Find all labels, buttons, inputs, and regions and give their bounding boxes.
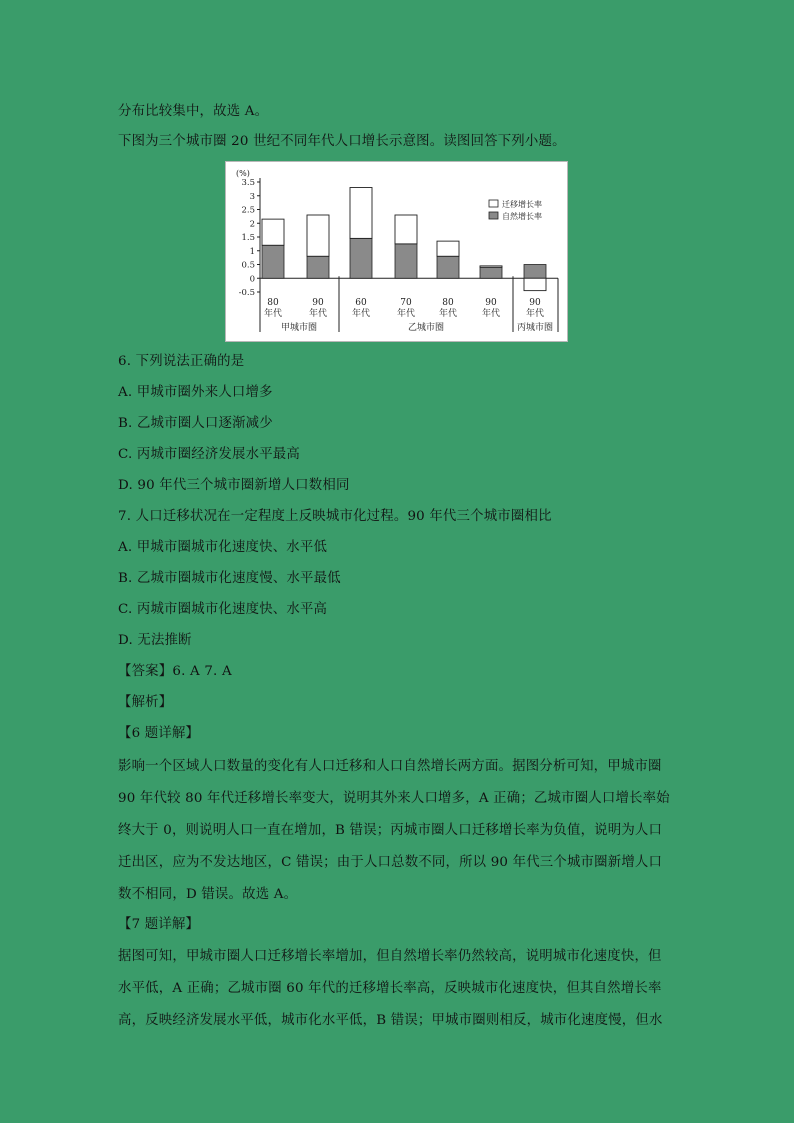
x-tick-label: 年代 [525,309,545,319]
paragraph-line: 迁出区，应为不发达地区，C 错误；由于人口总数不同，所以 90 年代三个城市圈新增人口 [118,855,663,870]
text-line: 分布比较集中，故选 A。 [118,104,269,119]
group-label: 乙城市圈 [407,323,445,333]
y-tick-label: 0.5 [241,260,255,271]
bar-migration [307,215,329,256]
paragraph-line: 终大于 0，则说明人口一直在增加，B 错误；丙城市圈人口迁移增长率为负值，说明为人口 [118,823,663,838]
paragraph-line: 影响一个区域人口数量的变化有人口迁移和人口自然增长两方面。据图分析可知，甲城市圈 [118,759,662,774]
group-label: 甲城市圈 [280,323,318,333]
population-growth-chart [225,161,568,342]
bar-migration [480,266,502,267]
bar-migration [395,215,417,244]
option-6d: D. 90 年代三个城市圈新增人口数相同 [118,478,350,493]
bar-natural [395,244,417,278]
y-axis-label: (%) [236,169,250,178]
x-tick-label: 80 [267,298,279,308]
y-tick-label: 3 [249,191,255,202]
legend-swatch-migration [489,200,498,207]
paragraph-line: 90 年代较 80 年代迁移增长率变大，说明其外来人口增多，A 正确；乙城市圈人口增长率始 [118,791,670,806]
option-6a: A. 甲城市圈外来人口增多 [118,385,273,400]
bar-natural [350,238,372,278]
option-6c: C. 丙城市圈经济发展水平最高 [118,447,300,462]
y-tick-label: 3.5 [241,178,255,188]
x-tick-label: 60 [355,298,367,308]
detail-6-heading: 【6 题详解】 [118,726,200,741]
bar-natural [524,265,546,279]
option-7b: B. 乙城市圈城市化速度慢、水平最低 [118,571,341,586]
option-7d: D. 无法推断 [118,633,192,648]
y-tick-label: 1 [249,246,255,257]
text-line: 下图为三个城市圈 20 世纪不同年代人口增长示意图。读图回答下列小题。 [118,134,566,149]
bar-natural [262,245,284,278]
y-tick-label: -0.5 [238,288,255,298]
y-tick-label: 0 [249,274,255,285]
bar-migration [262,219,284,245]
bar-natural [480,267,502,278]
bar-migration [524,278,546,290]
x-tick-label: 年代 [396,309,416,319]
x-tick-label: 90 [485,298,497,308]
x-tick-label: 80 [442,298,454,308]
paragraph-line: 数不相同，D 错误。故选 A。 [118,887,298,902]
paragraph-line: 据图可知，甲城市圈人口迁移增长率增加，但自然增长率仍然较高，说明城市化速度快，但 [118,949,662,964]
group-label: 丙城市圈 [516,323,554,333]
paragraph-line: 高，反映经济发展水平低，城市化水平低，B 错误；甲城市圈则相反，城市化速度慢，但水 [118,1013,663,1028]
legend-label-natural: 自然增长率 [502,212,542,221]
legend-swatch-natural [489,212,498,219]
bar-migration [437,241,459,256]
detail-7-heading: 【7 题详解】 [118,917,200,932]
paragraph-line: 水平低，A 正确；乙城市圈 60 年代的迁移增长率高，反映城市化速度快，但其自然增长率 [118,981,662,996]
x-tick-label: 年代 [263,309,283,319]
option-6b: B. 乙城市圈人口逐渐减少 [118,416,273,431]
bar-natural [307,256,329,278]
bar-migration [350,188,372,239]
y-tick-label: 1.5 [241,233,255,243]
analysis-heading: 【解析】 [118,695,173,710]
option-7a: A. 甲城市圈城市化速度快、水平低 [118,540,328,555]
x-tick-label: 年代 [481,309,501,319]
option-7c: C. 丙城市圈城市化速度快、水平高 [118,602,328,617]
y-tick-label: 2.5 [241,205,255,216]
answer-line: 【答案】6. A 7. A [118,664,232,679]
x-tick-label: 90 [529,298,541,308]
x-tick-label: 年代 [351,309,371,319]
x-tick-label: 90 [312,298,324,308]
x-tick-label: 年代 [308,309,328,319]
chart-svg [226,162,567,341]
question-6: 6. 下列说法正确的是 [118,354,245,369]
y-tick-label: 2 [249,219,255,230]
question-7: 7. 人口迁移状况在一定程度上反映城市化过程。90 年代三个城市圈相比 [118,509,552,524]
legend-label-migration: 迁移增长率 [502,200,542,209]
x-tick-label: 年代 [438,309,458,319]
x-tick-label: 70 [400,298,412,308]
bar-natural [437,256,459,278]
